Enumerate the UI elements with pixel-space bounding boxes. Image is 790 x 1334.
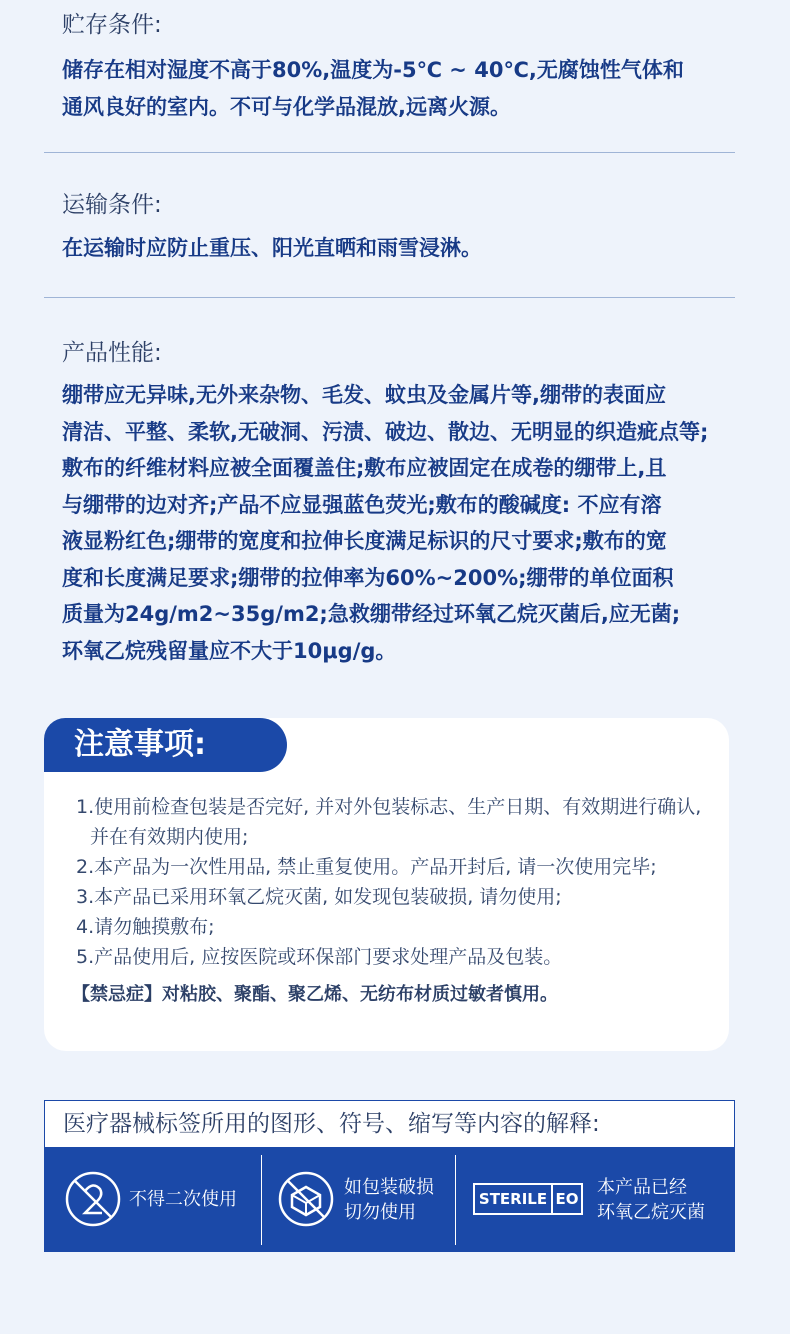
performance-line: 液显粉红色;绷带的宽度和拉伸长度满足标识的尺寸要求;敷布的宽 (62, 529, 667, 553)
performance-line: 环氧乙烷残留量应不大于10μg/g。 (62, 638, 397, 663)
no-reuse-icon (65, 1171, 121, 1227)
notice-item: 4.请勿触摸敷布; (76, 916, 215, 938)
notice-item: 5.产品使用后, 应按医院或环保部门要求处理产品及包装。 (76, 946, 563, 968)
notice-title: 注意事项: (44, 718, 287, 772)
transport-label: 运输条件: (62, 192, 162, 218)
symbol-caption: 不得二次使用 (129, 1189, 237, 1210)
transport-text (62, 230, 734, 267)
symbol-separator (261, 1155, 262, 1245)
performance-line: 清洁、平整、柔软,无破洞、污渍、破边、散边、无明显的织造疵点等; (62, 419, 709, 444)
notice-item: 1.使用前检查包装是否完好, 并对外包装标志、生产日期、有效期进行确认, 并在有效期内使用; (76, 796, 702, 848)
notice-list (76, 792, 716, 972)
performance-line: 度和长度满足要求;绷带的拉伸率为60%~200%;绷带的单位面积 (62, 565, 674, 590)
sterile-mark-left: STERILE (475, 1185, 553, 1213)
storage-line: 储存在相对湿度不高于80%,温度为-5℃ ~ 40℃,无腐蚀性气体和 (62, 58, 684, 82)
symbol-caption: 环氧乙烷灭菌 (597, 1202, 705, 1223)
sterile-mark-right: EO (555, 1190, 579, 1208)
performance-label: 产品性能: (62, 340, 162, 366)
symbols-panel (44, 1100, 735, 1252)
storage-text (62, 52, 734, 125)
transport-line: 在运输时应防止重压、阳光直晒和雨雪浸淋。 (62, 236, 482, 260)
symbol-caption: 本产品已经 (597, 1177, 687, 1198)
notice-item: 3.本产品已采用环氧乙烷灭菌, 如发现包装破损, 请勿使用; (76, 886, 562, 908)
divider (44, 297, 735, 298)
storage-line: 通风良好的室内。不可与化学品混放,远离火源。 (62, 94, 511, 119)
performance-line: 敷布的纤维材料应被全面覆盖住;敷布应被固定在成卷的绷带上,且 (62, 456, 667, 480)
symbol-caption: 如包装破损 (344, 1177, 434, 1198)
performance-text (62, 377, 734, 669)
notice-card (44, 718, 729, 1051)
performance-line: 质量为24g/m2~35g/m2;急救绷带经过环氧乙烷灭菌后,应无菌; (62, 602, 681, 626)
notice-item: 2.本产品为一次性用品, 禁止重复使用。产品开封后, 请一次使用完毕; (76, 856, 657, 878)
sterile-eo-icon (473, 1183, 583, 1215)
symbols-title: 医疗器械标签所用的图形、符号、缩写等内容的解释: (63, 1111, 600, 1137)
performance-line: 与绷带的边对齐;产品不应显强蓝色荧光;敷布的酸碱度: 不应有溶 (62, 492, 662, 517)
symbol-caption: 切勿使用 (344, 1202, 416, 1223)
symbol-separator (455, 1155, 456, 1245)
storage-label: 贮存条件: (62, 12, 162, 38)
contraindication-text: 【禁忌症】对粘胶、聚酯、聚乙烯、无纺布材质过敏者慎用。 (72, 984, 558, 1005)
performance-line: 绷带应无异味,无外来杂物、毛发、蚊虫及金属片等,绷带的表面应 (62, 383, 666, 407)
divider (44, 152, 735, 153)
damaged-package-icon (278, 1171, 334, 1227)
symbols-band (45, 1147, 734, 1251)
